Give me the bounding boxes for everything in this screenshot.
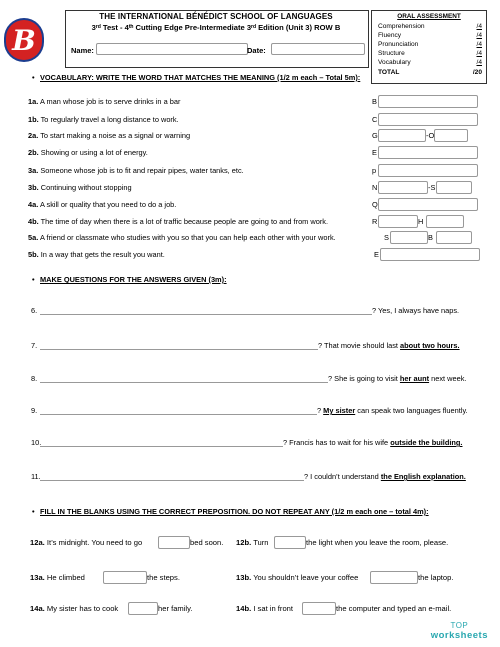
oral-assessment-box: [371, 10, 487, 84]
preposition-blank-input[interactable]: [158, 536, 190, 549]
vocab-answer-input-2[interactable]: [426, 215, 464, 228]
oral-row: [378, 50, 482, 57]
preposition-text-before: He climbed: [46, 573, 85, 582]
preposition-text-before: Turn: [253, 538, 269, 547]
preposition-text-after: the steps.: [147, 573, 180, 582]
prepositions-instruction: [32, 507, 429, 516]
oral-row-label: Comprehension: [378, 23, 425, 30]
vocab-item-definition: In a way that gets the result you want.: [40, 250, 165, 259]
preposition-text-after: the light when you leave the room, please.: [306, 538, 449, 547]
preposition-item: [236, 604, 293, 613]
preposition-text-before: It’s midnight. You need to go: [46, 538, 143, 547]
oral-row-score: /4: [476, 59, 482, 66]
vocab-item-definition: The time of day when there is a lot of traffic because people are going to and from work.: [40, 217, 329, 226]
logo-letter: B: [12, 23, 36, 57]
vocab-second-letter: B: [428, 233, 433, 242]
school-title: THE INTERNATIONAL BÉNÉDICT SCHOOL OF LANGUAGES: [99, 12, 333, 21]
preposition-blank-input[interactable]: [128, 602, 158, 615]
preposition-text-after: the laptop.: [418, 573, 454, 582]
vocab-item-number: 3a.: [28, 166, 39, 175]
preposition-item: [30, 538, 142, 547]
preposition-text-after: her family.: [158, 604, 193, 613]
vocab-item-number: 4a.: [28, 200, 39, 209]
given-answer-focus: outside the building.: [390, 438, 463, 447]
vocab-item-definition: A man whose job is to serve drinks in a bar: [39, 97, 181, 106]
vocab-instruction: [32, 73, 360, 82]
vocab-first-letter: B: [372, 97, 377, 106]
question-number: 7.: [31, 341, 38, 350]
oral-row: [378, 23, 482, 30]
given-answer-text: ? That movie should last: [318, 341, 401, 350]
question-answer-line[interactable]: [40, 314, 372, 315]
vocab-item-definition: Continuing without stopping: [40, 183, 132, 192]
oral-row-label: Pronunciation: [378, 41, 419, 48]
oral-row-label: Structure: [378, 50, 405, 57]
given-answer: [317, 406, 468, 415]
oral-row-label: Fluency: [378, 32, 402, 39]
preposition-text-before: I sat in front: [253, 604, 294, 613]
vocab-item: [28, 115, 179, 124]
vocab-first-letter: N: [372, 183, 378, 192]
vocab-item-number: 5a.: [28, 233, 39, 242]
test-title: 3ʳᵈ Test - 4ᵗʰ Cutting Edge Pre-Intermediate 3ʳᵈ Edition (Unit 3) ROW B: [91, 23, 341, 32]
vocab-second-letter: -O: [426, 131, 435, 140]
preposition-blank-input[interactable]: [274, 536, 306, 549]
vocab-item-number: 1b.: [28, 115, 39, 124]
oral-row-label: Vocabulary: [378, 59, 411, 66]
vocab-item: [28, 97, 180, 106]
vocab-first-letter: E: [374, 250, 379, 259]
given-answer: [318, 341, 460, 350]
question-answer-line[interactable]: [40, 446, 283, 447]
given-answer-text: ? Yes, I always have naps.: [372, 306, 460, 315]
oral-row-total: [378, 69, 482, 76]
school-logo: [6, 20, 42, 60]
vocab-item-definition: Showing or using a lot of energy.: [40, 148, 148, 157]
given-answer-text: ? Francis has to wait for his wife: [283, 438, 391, 447]
preposition-number: 12b.: [236, 538, 252, 547]
given-answer-text: ?: [317, 406, 324, 415]
vocab-item: [28, 200, 176, 209]
vocab-answer-input[interactable]: [378, 129, 426, 142]
given-answer: [283, 438, 462, 447]
oral-row-score: /20: [472, 69, 482, 76]
vocab-item: [28, 148, 148, 157]
questions-instruction-text: MAKE QUESTIONS FOR THE ANSWERS GIVEN (3m):: [40, 275, 227, 284]
oral-row-score: /4: [476, 23, 482, 30]
given-answer: [328, 374, 466, 383]
preposition-text-after: the computer and typed an e-mail.: [336, 604, 452, 613]
vocab-item-definition: A friend or classmate who studies with you so that you can help each other with your work.: [39, 233, 336, 242]
preposition-text-after: bed soon.: [190, 538, 224, 547]
date-label: Date:: [247, 46, 266, 55]
vocab-item: [28, 166, 244, 175]
vocab-item: [28, 131, 190, 140]
question-answer-line[interactable]: [40, 382, 328, 383]
vocab-first-letter: E: [372, 148, 377, 157]
vocab-item-number: 2a.: [28, 131, 39, 140]
vocab-first-letter: C: [372, 115, 378, 124]
given-answer: [372, 306, 459, 315]
name-field[interactable]: [96, 43, 248, 55]
oral-row-label: TOTAL: [378, 69, 400, 76]
vocab-answer-input[interactable]: [378, 181, 428, 194]
vocab-item: [28, 250, 165, 259]
question-number: 10.: [31, 438, 42, 447]
given-answer-focus: the English explanation.: [380, 472, 466, 481]
oral-row-score: /4: [476, 32, 482, 39]
given-answer-focus: My sister: [323, 406, 356, 415]
prepositions-instruction-text: FILL IN THE BLANKS USING THE CORRECT PREPOSITION. DO NOT REPEAT ANY (1/2 m each one – total 4m):: [40, 507, 429, 516]
preposition-number: 13a.: [30, 573, 45, 582]
preposition-blank-input[interactable]: [370, 571, 418, 584]
given-answer-text: ? I couldn’t understand: [304, 472, 381, 481]
vocab-item-number: 4b.: [28, 217, 39, 226]
vocab-item: [28, 233, 336, 242]
question-number: 11.: [31, 472, 41, 481]
preposition-blank-input[interactable]: [103, 571, 147, 584]
preposition-item: [236, 538, 269, 547]
vocab-second-letter: H: [418, 217, 424, 226]
oral-row-score: /4: [476, 50, 482, 57]
vocab-first-letter: S: [384, 233, 389, 242]
oral-assessment-title: ORAL ASSESSMENT: [397, 13, 461, 20]
vocab-item-number: 3b.: [28, 183, 39, 192]
question-answer-line[interactable]: [40, 414, 317, 415]
vocab-item-number: 5b.: [28, 250, 39, 259]
vocab-item-number: 2b.: [28, 148, 39, 157]
vocab-answer-input[interactable]: [378, 146, 478, 159]
vocab-answer-input[interactable]: [378, 215, 418, 228]
vocab-item-definition: To start making a noise as a signal or warning: [40, 131, 191, 140]
vocab-answer-input-2[interactable]: [434, 129, 468, 142]
preposition-number: 14a.: [30, 604, 45, 613]
vocab-item-definition: A skill or quality that you need to do a job.: [39, 200, 177, 209]
vocab-answer-input[interactable]: [380, 248, 480, 261]
question-number: 9.: [31, 406, 38, 415]
watermark-line1: TOP: [450, 621, 469, 630]
vocab-item-definition: Someone whose job is to fit and repair pipes, water tanks, etc.: [40, 166, 244, 175]
given-answer-focus: her aunt: [399, 374, 430, 383]
oral-row-score: /4: [476, 41, 482, 48]
vocab-first-letter: G: [372, 131, 378, 140]
preposition-text-before: My sister has to cook: [46, 604, 119, 613]
vocab-answer-input[interactable]: [390, 231, 428, 244]
vocab-answer-input[interactable]: [378, 198, 478, 211]
preposition-blank-input[interactable]: [302, 602, 336, 615]
preposition-item: [30, 573, 85, 582]
given-answer-focus: about two hours.: [400, 341, 460, 350]
preposition-number: 13b.: [236, 573, 252, 582]
watermark-line2: worksheets: [430, 630, 488, 641]
question-answer-line[interactable]: [40, 349, 318, 350]
name-label: Name:: [71, 46, 94, 55]
vocab-first-letter: R: [372, 217, 378, 226]
oral-row: [378, 41, 482, 48]
given-answer-text: can speak two languages fluently.: [355, 406, 468, 415]
questions-instruction: [32, 275, 227, 284]
vocab-instruction-text: VOCABULARY: WRITE THE WORD THAT MATCHES THE MEANING (1/2 m each – Total 5m):: [40, 73, 361, 82]
vocab-answer-input[interactable]: [378, 164, 478, 177]
given-answer-text: ? She is going to visit: [328, 374, 400, 383]
watermark-logo: [431, 621, 488, 641]
preposition-item: [30, 604, 118, 613]
question-answer-line[interactable]: [40, 480, 304, 481]
question-number: 6.: [31, 306, 38, 315]
preposition-item: [236, 573, 358, 582]
preposition-number: 12a.: [30, 538, 45, 547]
vocab-item-number: 1a.: [28, 97, 39, 106]
given-answer: [304, 472, 466, 481]
vocab-answer-input-2[interactable]: [436, 231, 472, 244]
preposition-number: 14b.: [236, 604, 252, 613]
preposition-text-before: You shouldn’t leave your coffee: [253, 573, 359, 582]
oral-row: [378, 32, 482, 39]
question-number: 8.: [31, 374, 38, 383]
vocab-item-definition: To regularly travel a long distance to work.: [40, 115, 179, 124]
date-field[interactable]: [271, 43, 365, 55]
oral-row: [378, 59, 482, 66]
vocab-answer-input-2[interactable]: [436, 181, 472, 194]
vocab-first-letter: Q: [372, 200, 378, 209]
vocab-answer-input[interactable]: [378, 113, 478, 126]
vocab-item: [28, 183, 132, 192]
vocab-second-letter: -S: [428, 183, 436, 192]
vocab-item: [28, 217, 328, 226]
vocab-answer-input[interactable]: [378, 95, 478, 108]
given-answer-text: next week.: [429, 374, 467, 383]
vocab-first-letter: p: [372, 166, 377, 175]
